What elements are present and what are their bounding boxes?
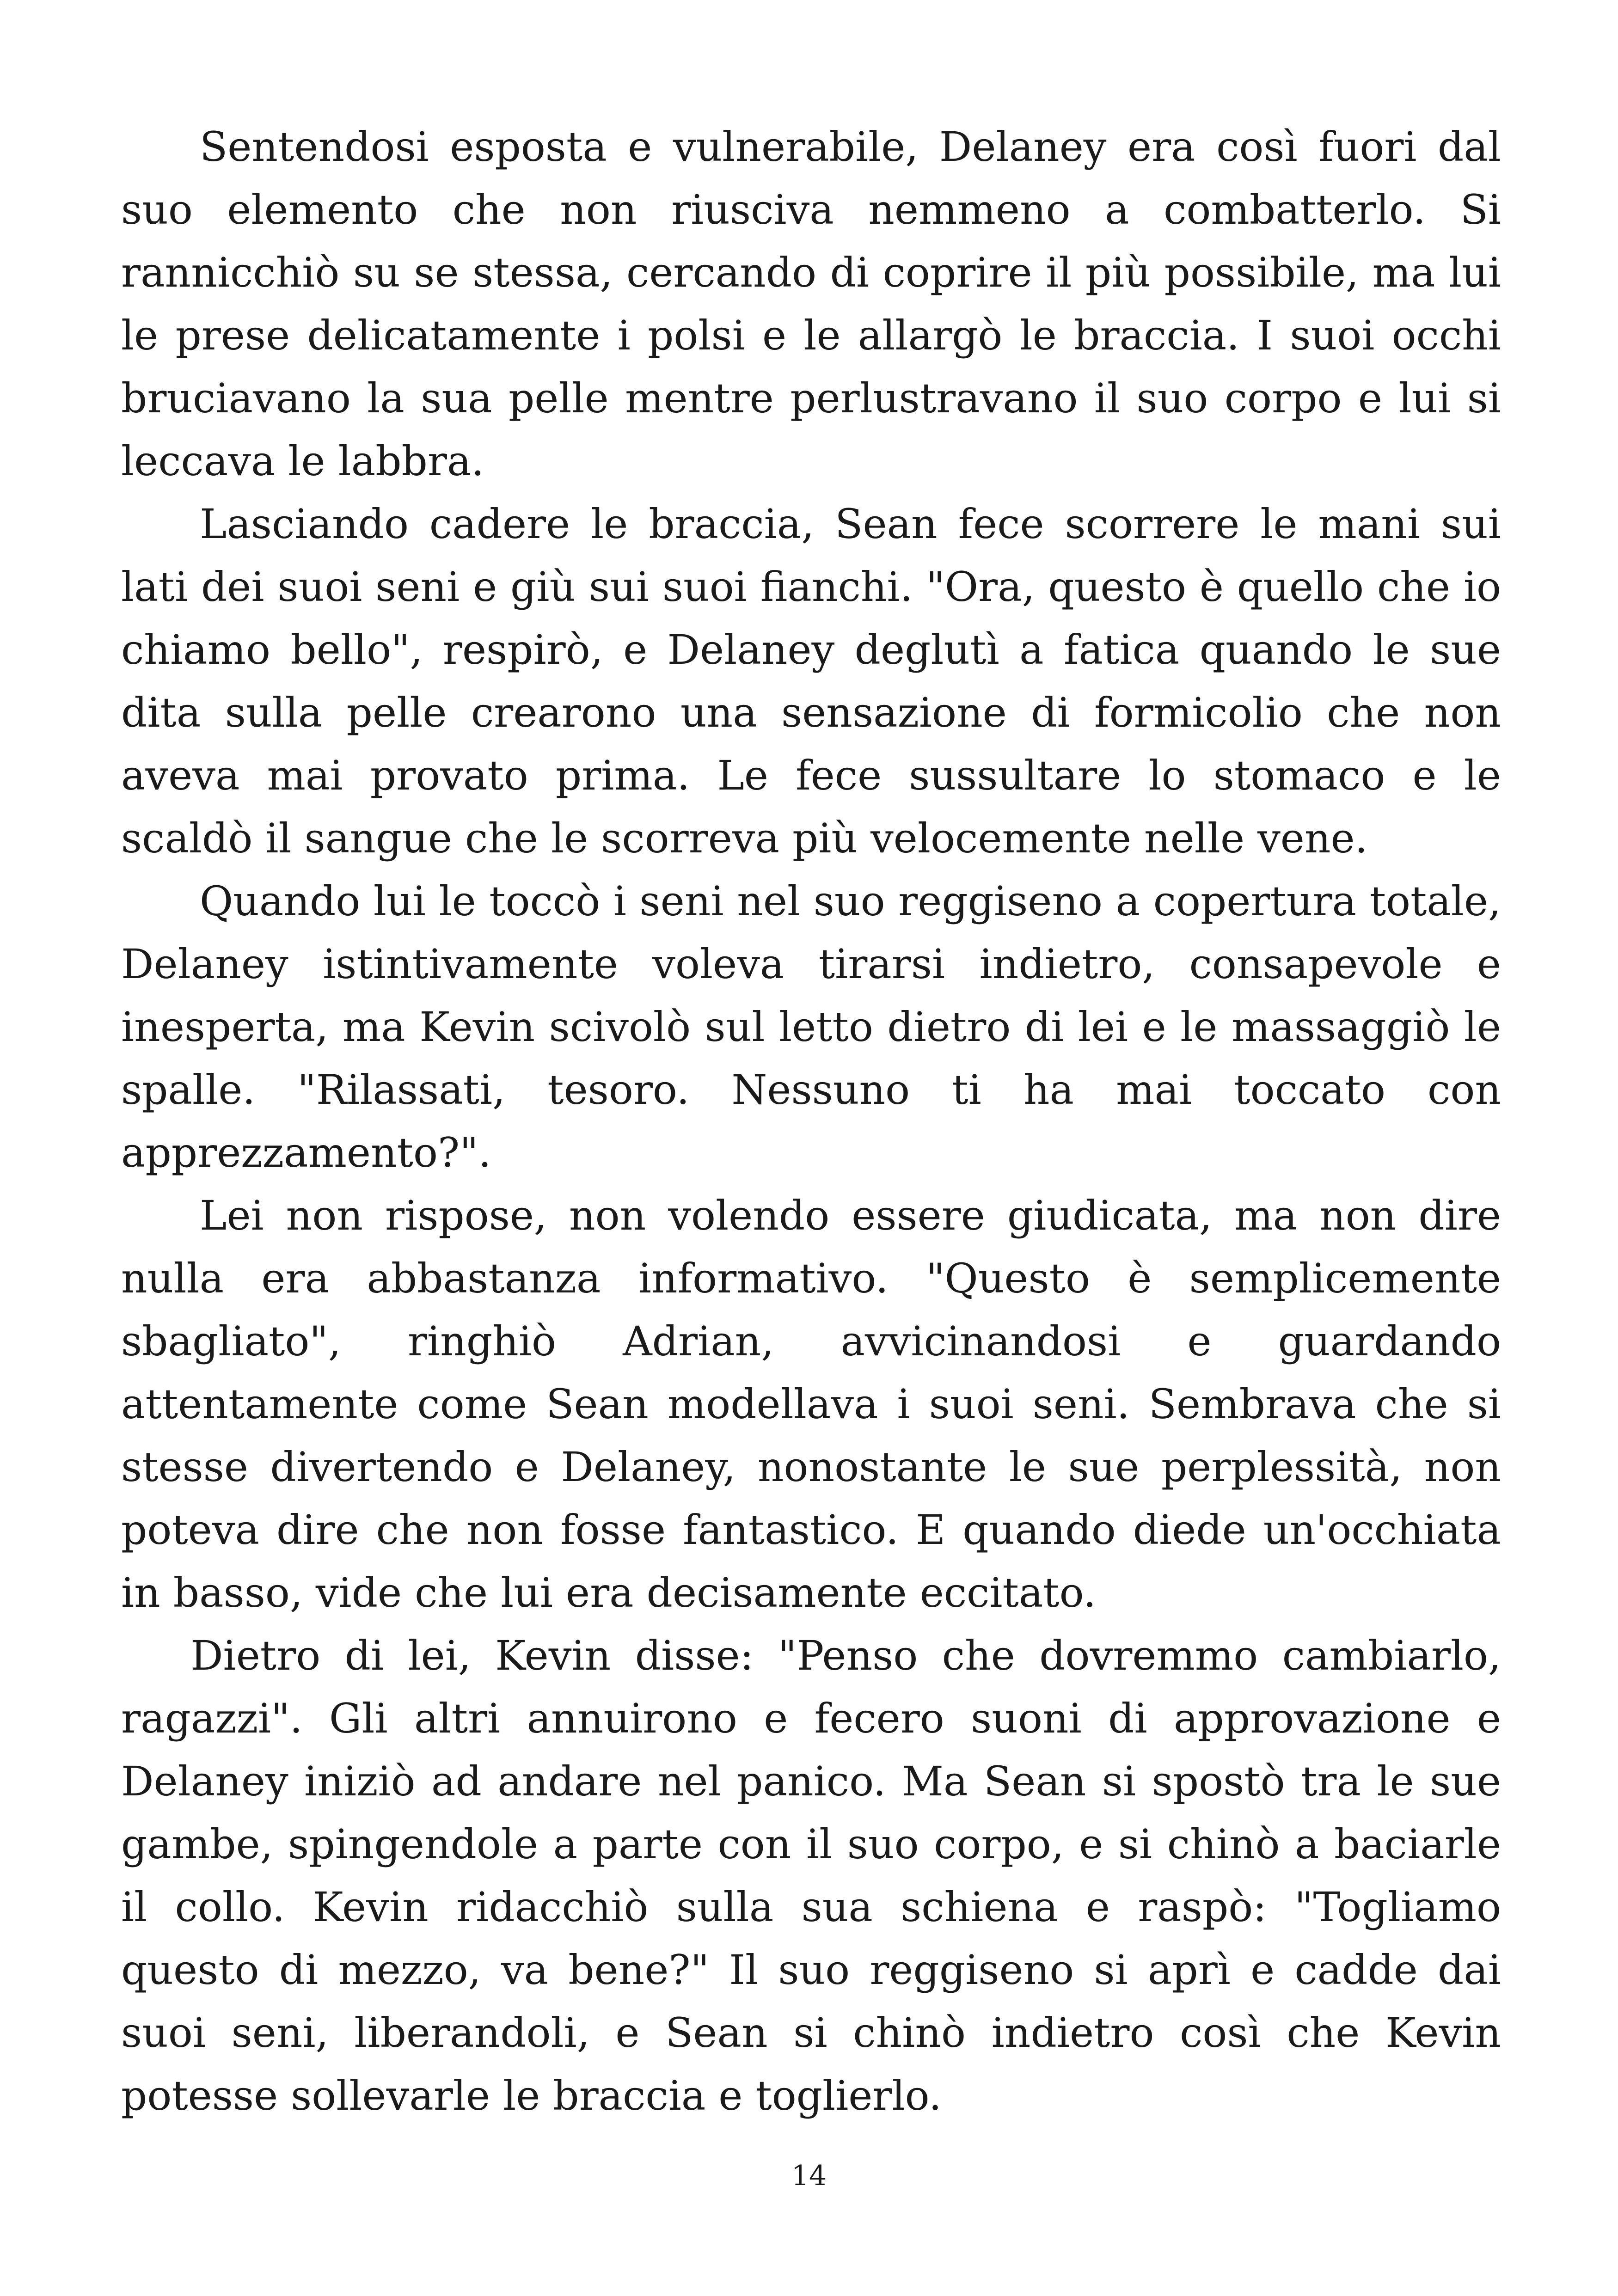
paragraph-3: Quando lui le toccò i seni nel suo reggiseno a copertura totale, Delaney istintivamente voleva tirarsi indietro, consapevole e inesperta, ma Kevin scivolò sul letto dietro di lei e le massaggiò le spalle. "Rilassati, tesoro. Nessuno ti ha mai toccato con apprezzamento?". bbox=[121, 877, 1501, 1176]
paragraph-4: Lei non rispose, non volendo essere giudicata, ma non dire nulla era abbastanza informativo. "Questo è semplicemente sbagliato", ringhiò Adrian, avvicinandosi e guardando attentamente come Sean modellava i suoi seni. Sembrava che si stesse divertendo e Delaney, nonostante le sue perplessità, non poteva dire che non fosse fantastico. E quando diede un'occhiata in basso, vide che lui era decisamente eccitato. bbox=[121, 1192, 1501, 1616]
page-body-text bbox=[121, 116, 1501, 2127]
paragraph-2: Lasciando cadere le braccia, Sean fece scorrere le mani sui lati dei suoi seni e giù sui suoi fianchi. "Ora, questo è quello che io chiamo bello", respirò, e Delaney deglutì a fatica quando le sue dita sulla pelle crearono una sensazione di formicolio che non aveva mai provato prima. Le fece sussultare lo stomaco e le scaldò il sangue che le scorreva più velocemente nelle vene. bbox=[121, 500, 1501, 862]
paragraph-5: Dietro di lei, Kevin disse: "Penso che dovremmo cambiarlo, ragazzi". Gli altri annuirono e fecero suoni di approvazione e Delaney iniziò ad andare nel panico. Ma Sean si spostò tra le sue gambe, spingendole a parte con il suo corpo, e si chinò a baciarle il collo. Kevin ridacchiò sulla sua schiena e raspò: "Togliamo questo di mezzo, va bene?" Il suo reggiseno si aprì e cadde dai suoi seni, liberandoli, e Sean si chinò indietro così che Kevin potesse sollevarle le braccia e toglierlo. bbox=[121, 1632, 1501, 2119]
paragraph-1: Sentendosi esposta e vulnerabile, Delaney era così fuori dal suo elemento che non riusciva nemmeno a combatterlo. Si rannicchiò su se stessa, cercando di coprire il più possibile, ma lui le prese delicatamente i polsi e le allargò le braccia. I suoi occhi bruciavano la sua pelle mentre perlustravano il suo corpo e lui si leccava le labbra. bbox=[121, 123, 1501, 485]
page-number: 14 bbox=[791, 2160, 827, 2192]
